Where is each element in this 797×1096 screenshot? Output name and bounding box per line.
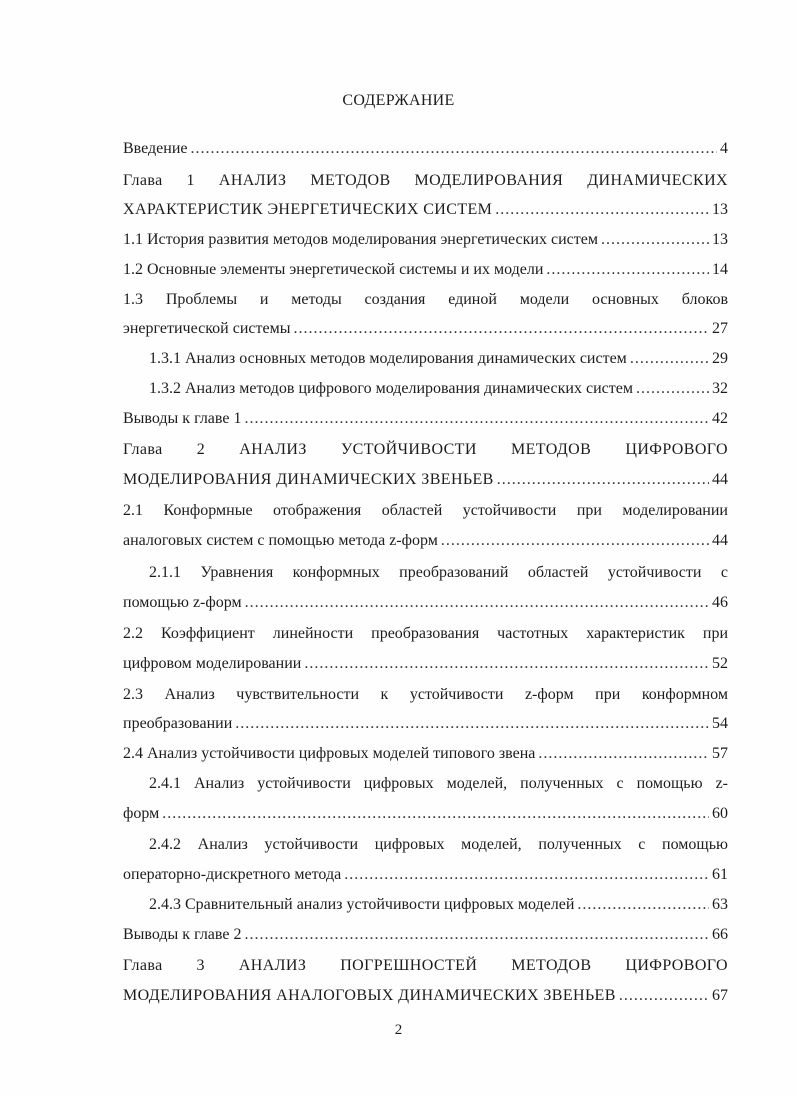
dot-leader	[636, 376, 709, 402]
toc-chapter-3-line1[interactable]	[123, 953, 728, 979]
toc-entry-conclusions-1[interactable]	[123, 406, 728, 432]
dot-leader	[344, 862, 709, 888]
toc-entry-label: цифровом моделировании	[123, 655, 302, 672]
toc-page-number: 54	[712, 715, 728, 732]
toc-entry-label: Глава 3 АНАЛИЗ ПОГРЕШНОСТЕЙ МЕТОДОВ ЦИФРОВОГО	[123, 957, 728, 974]
toc-page-number: 29	[712, 350, 728, 367]
toc-page-number: 67	[712, 987, 728, 1004]
toc-entry-1-2[interactable]	[123, 257, 728, 283]
toc-page-number: 13	[712, 231, 728, 248]
toc-entry-1-3-line2[interactable]	[123, 316, 728, 342]
toc-entry-2-3-line1[interactable]	[123, 682, 728, 708]
toc-entry-1-3-2[interactable]	[149, 376, 728, 402]
toc-entry-label: Введение	[123, 140, 188, 157]
toc-page-number: 57	[712, 745, 728, 762]
toc-entry-label: энергетической системы	[123, 320, 291, 337]
toc-entry-2-2-line1[interactable]	[123, 621, 728, 647]
toc-entry-label: 1.3 Проблемы и методы создания единой модели основных блоков	[123, 291, 728, 308]
toc-entry-label: 2.1 Конформные отображения областей устойчивости при моделировании	[123, 502, 728, 519]
dot-leader	[441, 528, 709, 554]
toc-entry-intro[interactable]	[123, 136, 728, 162]
toc-entry-label: МОДЕЛИРОВАНИЯ АНАЛОГОВЫХ ДИНАМИЧЕСКИХ ЗВЕНЬЕВ	[123, 987, 616, 1004]
toc-entry-label: форм	[123, 805, 160, 822]
toc-page-number: 4	[720, 140, 728, 157]
toc-entry-2-1-1-line1[interactable]	[149, 560, 728, 586]
toc-entry-label: Глава 2 АНАЛИЗ УСТОЙЧИВОСТИ МЕТОДОВ ЦИФРОВОГО	[123, 441, 728, 458]
dot-leader	[497, 467, 709, 493]
toc-entry-label: 2.3 Анализ чувствительности к устойчивости z-форм при конформном	[123, 686, 728, 703]
toc-chapter-2-line2[interactable]	[123, 467, 728, 493]
toc-entry-label: 2.4.3 Сравнительный анализ устойчивости цифровых моделей	[149, 896, 575, 913]
toc-entry-2-4-2-line2[interactable]	[123, 862, 728, 888]
toc-entry-label: 2.1.1 Уравнения конформных преобразований областей устойчивости с	[149, 564, 728, 581]
toc-entry-label: Выводы к главе 1	[123, 410, 242, 427]
toc-page-number: 14	[712, 261, 728, 278]
toc-entry-label: ХАРАКТЕРИСТИК ЭНЕРГЕТИЧЕСКИХ СИСТЕМ	[123, 201, 493, 218]
dot-leader	[630, 346, 709, 372]
toc-page-number: 27	[712, 320, 728, 337]
toc-page-number: 66	[712, 926, 728, 943]
toc-page-number: 63	[712, 896, 728, 913]
toc-page-number: 44	[712, 532, 728, 549]
dot-leader	[162, 801, 709, 827]
toc-entry-2-4-3[interactable]	[149, 892, 728, 918]
toc-page-number: 46	[712, 594, 728, 611]
toc-entry-label: 1.1 История развития методов моделирования энергетических систем	[123, 231, 598, 248]
toc-entry-2-4-2-line1[interactable]	[149, 832, 728, 858]
toc-page-number: 32	[712, 380, 728, 397]
toc-entry-2-4-1-line1[interactable]	[149, 771, 728, 797]
toc-chapter-3-line2[interactable]	[123, 983, 728, 1009]
dot-leader	[244, 922, 709, 948]
toc-entry-2-4-1-line2[interactable]	[123, 801, 728, 827]
dot-leader	[245, 590, 709, 616]
toc-entry-2-1-line1[interactable]	[123, 498, 728, 524]
toc-entry-label: 2.4 Анализ устойчивости цифровых моделей типового звена	[123, 745, 536, 762]
toc-page-number: 13	[712, 201, 728, 218]
dot-leader	[235, 711, 709, 737]
toc-entry-label: 2.4.2 Анализ устойчивости цифровых моделей, полученных с помощью	[149, 836, 728, 853]
toc-entry-1-3-line1[interactable]	[123, 287, 728, 313]
page-number: 2	[394, 1022, 403, 1038]
toc-entry-2-2-line2[interactable]	[123, 651, 728, 677]
toc-entry-label: 1.3.1 Анализ основных методов моделирования динамических систем	[149, 350, 627, 367]
toc-entry-label: 2.2 Коэффициент линейности преобразования частотных характеристик при	[123, 625, 728, 642]
dot-leader	[495, 197, 709, 223]
toc-entry-label: 1.2 Основные элементы энергетической системы и их модели	[123, 261, 544, 278]
dot-leader	[244, 406, 709, 432]
toc-chapter-1-line1[interactable]	[123, 168, 728, 194]
toc-entry-2-4[interactable]	[123, 741, 728, 767]
toc-entry-label: МОДЕЛИРОВАНИЯ ДИНАМИЧЕСКИХ ЗВЕНЬЕВ	[123, 471, 494, 488]
toc-entry-2-1-line2[interactable]	[123, 528, 728, 554]
dot-leader	[304, 651, 709, 677]
toc-chapter-1-line2[interactable]	[123, 197, 728, 223]
toc-page-number: 60	[712, 805, 728, 822]
dot-leader	[538, 741, 709, 767]
dot-leader	[191, 136, 718, 162]
toc-entry-label: помощью z-форм	[123, 594, 242, 611]
dot-leader	[293, 316, 709, 342]
toc-page-number: 61	[712, 866, 728, 883]
toc-page-number: 44	[712, 471, 728, 488]
toc-entry-2-3-line2[interactable]	[123, 711, 728, 737]
toc-entry-conclusions-2[interactable]	[123, 922, 728, 948]
toc-entry-1-3-1[interactable]	[149, 346, 728, 372]
dot-leader	[601, 227, 709, 253]
dot-leader	[546, 257, 709, 283]
toc-chapter-2-line1[interactable]	[123, 437, 728, 463]
toc-entry-label: аналоговых систем с помощью метода z-форм	[123, 532, 438, 549]
dot-leader	[619, 983, 709, 1009]
toc-entry-label: преобразовании	[123, 715, 233, 732]
toc-entry-label: 1.3.2 Анализ методов цифрового моделирования динамических систем	[149, 380, 633, 397]
page-title: СОДЕРЖАНИЕ	[342, 92, 455, 109]
toc-entry-2-1-1-line2[interactable]	[123, 590, 728, 616]
toc-entry-label: Выводы к главе 2	[123, 926, 242, 943]
toc-page-number: 42	[712, 410, 728, 427]
toc-entry-label: операторно-дискретного метода	[123, 866, 342, 883]
toc-page-number: 52	[712, 655, 728, 672]
toc-entry-label: Глава 1 АНАЛИЗ МЕТОДОВ МОДЕЛИРОВАНИЯ ДИНАМИЧЕСКИХ	[123, 172, 728, 189]
toc-entry-1-1[interactable]	[123, 227, 728, 253]
dot-leader	[577, 892, 709, 918]
toc-entry-label: 2.4.1 Анализ устойчивости цифровых моделей, полученных с помощью z-	[149, 775, 728, 792]
